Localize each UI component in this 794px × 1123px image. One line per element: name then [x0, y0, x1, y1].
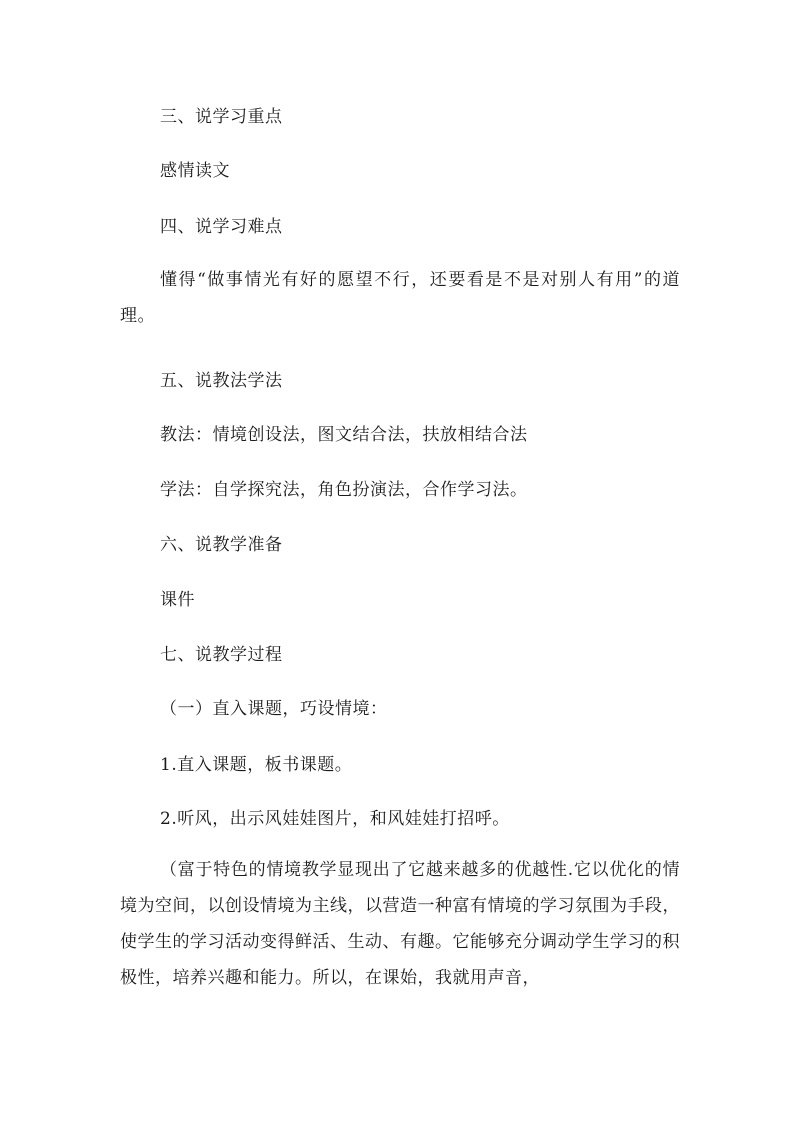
preparation-text: 课件 — [160, 590, 195, 610]
process-item-2: 2.听风，出示风娃娃图片，和风娃娃打招呼。 — [160, 809, 510, 829]
process-step-1-title: （一）直入课题，巧设情境： — [160, 699, 388, 719]
heading-process: 七、说教学过程 — [160, 645, 283, 665]
situation-paragraph: （富于特色的情境教学显现出了它越来越多的优越性.它以优化的情境为空间，以创设情境为主线，以营造一种富有情境的学习氛围为手段，使学生的学习活动变得鲜活、生动、有趣。它能够充分调动学生学习的积极性，培养兴趣和能力。所以，在课始，我就用声音， — [120, 860, 680, 988]
key-points-text: 感情读文 — [160, 161, 230, 181]
heading-difficulties: 四、说学习难点 — [160, 217, 283, 237]
process-item-1: 1.直入课题，板书课题。 — [160, 755, 353, 775]
heading-methods: 五、说教法学法 — [160, 371, 283, 391]
learning-methods-text: 学法：自学探究法，角色扮演法，合作学习法。 — [160, 480, 528, 500]
heading-preparation: 六、说教学准备 — [160, 535, 283, 555]
heading-key-points: 三、说学习重点 — [160, 107, 283, 127]
difficulties-paragraph: 懂得“做事情光有好的愿望不行，还要看是不是对别人有用”的道理。 — [120, 270, 680, 326]
teaching-methods-text: 教法：情境创设法，图文结合法，扶放相结合法 — [160, 425, 528, 445]
